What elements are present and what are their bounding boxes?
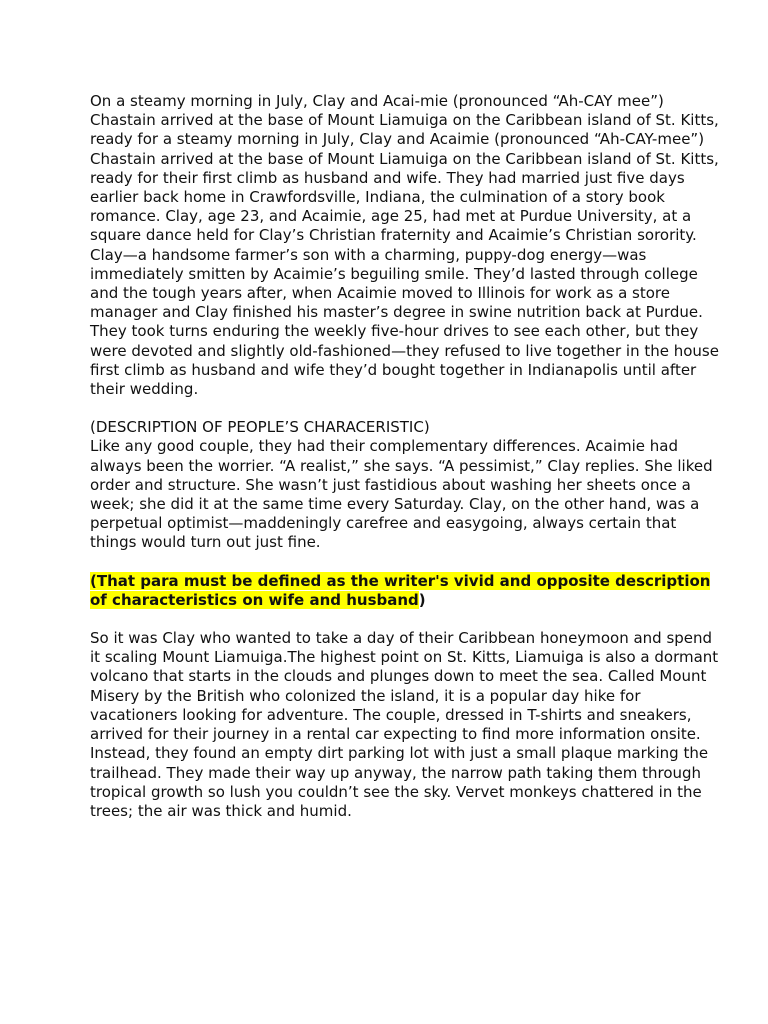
editor-note-highlight: (That para must be defined as the writer's vivid and opposite description of characteristics on wife and husband [90, 571, 711, 609]
editor-note [90, 572, 720, 610]
paragraph-characteristics: Like any good couple, they had their complementary differences. Acaimie had always been the worrier. “A realist,” she says. “A pessimist,” Clay replies. She liked order and structure. She wasn’t just fastidious about washing her sheets once a week; she did it at the same time every Saturday. Clay, on the other hand, was a perpetual optimist—maddeningly carefree and easygoing, always certain that things would turn out just fine. [90, 437, 713, 552]
section-heading: (DESCRIPTION OF PEOPLE’S CHARACERISTIC) [90, 418, 430, 437]
paragraph-intro: On a steamy morning in July, Clay and Acai-mie (pronounced “Ah-CAY mee”) Chastain arrived at the base of Mount Liamuiga on the Caribbean island of St. Kitts, ready for a steamy morning in July, Clay and Acaimie (pronounced “Ah-CAY-mee”) Chastain arrived at the base of Mount Liamuiga on the Caribbean island of St. Kitts, ready for their first climb as husband and wife. They had married just five days earlier back home in Crawfordsville, Indiana, the culmination of a story book romance. Clay, age 23, and Acaimie, age 25, had met at Purdue University, at a square dance held for Clay’s Christian fraternity and Acaimie’s Christian sorority. Clay—a handsome farmer’s son with a charming, puppy-dog energy—was immediately smitten by Acaimie’s beguiling smile. They’d lasted through college and the tough years after, when Acaimie moved to Illinois for work as a store manager and Clay finished his master’s degree in swine nutrition back at Purdue. They took turns enduring the weekly five-hour drives to see each other, but they were devoted and slightly old-fashioned—they refused to live together in the house first climb as husband and wife they’d bought together in Indianapolis until after their wedding. [90, 92, 719, 399]
paragraph-hike: So it was Clay who wanted to take a day of their Caribbean honeymoon and spend it scaling Mount Liamuiga.The highest point on St. Kitts, Liamuiga is also a dormant volcano that starts in the clouds and plunges down to meet the sea. Called Mount Misery by the British who colonized the island, it is a popular day hike for vacationers looking for adventure. The couple, dressed in T-shirts and sneakers, arrived for their journey in a rental car expecting to find more information onsite. Instead, they found an empty dirt parking lot with just a small plaque marking the trailhead. They made their way up anyway, the narrow path taking them through tropical growth so lush you couldn’t see the sky. Vervet monkeys chattered in the trees; the air was thick and humid. [90, 629, 719, 820]
editor-note-closing: ) [418, 590, 426, 609]
document-page [90, 92, 720, 821]
